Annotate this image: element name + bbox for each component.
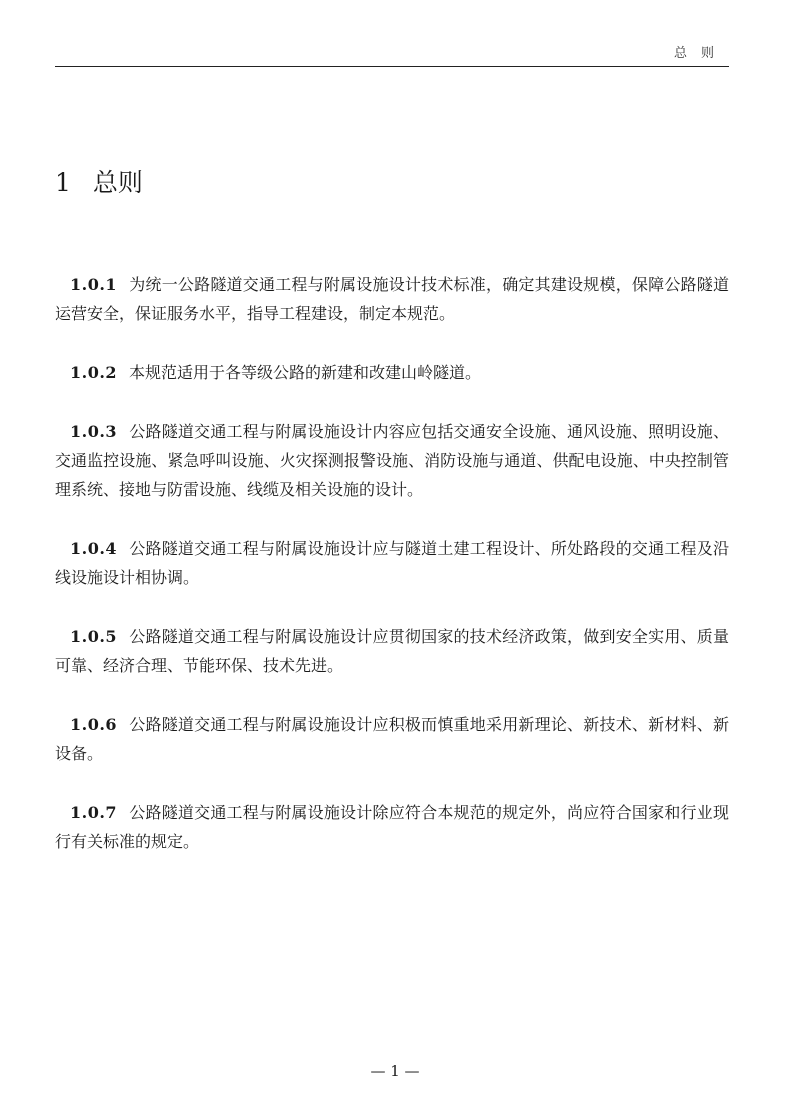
- clause-1-0-5: [55, 622, 729, 680]
- clause-text: 本规范适用于各等级公路的新建和改建山岭隧道。: [129, 363, 482, 382]
- chapter-title-text: 总则: [92, 168, 143, 197]
- clause-1-0-6: [55, 710, 729, 768]
- clause-number: 1.0.4: [70, 539, 118, 558]
- clause-text: 公路隧道交通工程与附属设施设计应与隧道土建工程设计、所处路段的交通工程及沿线设施设计相协调。: [55, 539, 729, 587]
- running-header: 总则: [673, 46, 728, 61]
- clause-1-0-2: [55, 358, 729, 387]
- clause-1-0-4: [55, 534, 729, 592]
- clause-text: 公路隧道交通工程与附属设施设计除应符合本规范的规定外，尚应符合国家和行业现行有关标准的规定。: [55, 803, 729, 851]
- clause-number: 1.0.2: [70, 363, 118, 382]
- clause-number: 1.0.7: [70, 803, 118, 822]
- clause-text: 公路隧道交通工程与附属设施设计应积极而慎重地采用新理论、新技术、新材料、新设备。: [55, 715, 729, 763]
- clause-number: 1.0.5: [70, 627, 118, 646]
- clause-text: 公路隧道交通工程与附属设施设计内容应包括交通安全设施、通风设施、照明设施、交通监控设施、紧急呼叫设施、火灾探测报警设施、消防设施与通道、供配电设施、中央控制管理系统、接地与防雷设施、线缆及相关设施的设计。: [55, 422, 729, 499]
- chapter-title: [55, 166, 143, 200]
- page-number: — 1 —: [370, 1062, 420, 1080]
- clause-list: [55, 270, 729, 886]
- chapter-number: 1: [55, 168, 71, 197]
- clause-text: 公路隧道交通工程与附属设施设计应贯彻国家的技术经济政策，做到安全实用、质量可靠、经济合理、节能环保、技术先进。: [55, 627, 729, 675]
- clause-number: 1.0.3: [70, 422, 118, 441]
- clause-number: 1.0.6: [70, 715, 118, 734]
- clause-text: 为统一公路隧道交通工程与附属设施设计技术标准，确定其建设规模，保障公路隧道运营安全，保证服务水平，指导工程建设，制定本规范。: [55, 275, 729, 323]
- header-rule: [55, 66, 729, 67]
- clause-number: 1.0.1: [70, 275, 118, 294]
- clause-1-0-1: [55, 270, 729, 328]
- clause-1-0-3: [55, 417, 729, 504]
- clause-1-0-7: [55, 798, 729, 856]
